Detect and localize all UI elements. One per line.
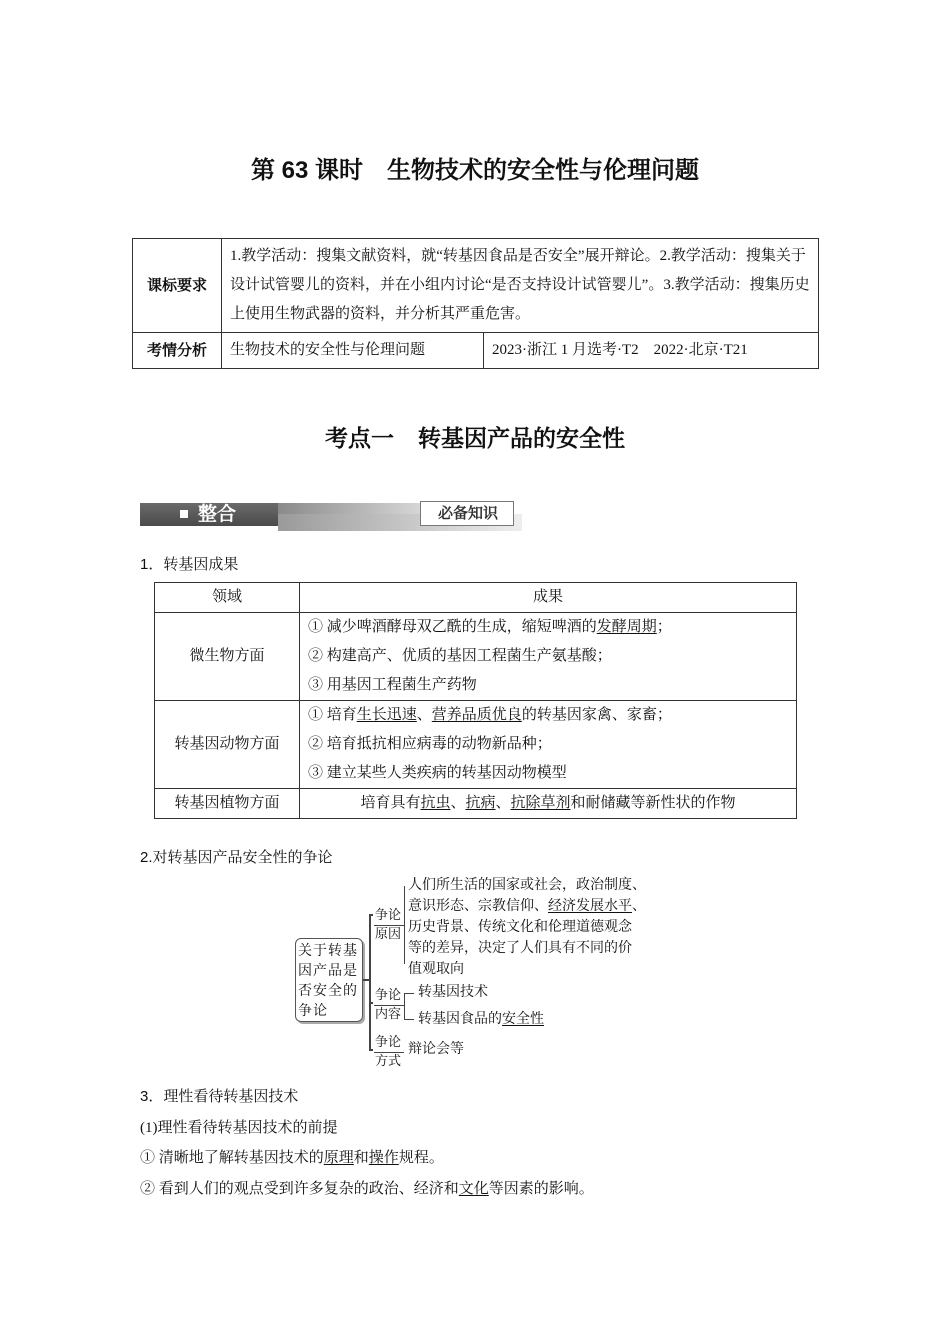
paragraph-premise: (1)理性看待转基因技术的前提 bbox=[140, 1120, 338, 1136]
result-plant: 培育具有抗虫、抗病、抗除草剂和耐储藏等新性状的作物 bbox=[300, 789, 797, 819]
exam-analysis-head: 考情分析 bbox=[133, 333, 222, 369]
exam-analysis-refs: 2023·浙江 1 月选考·T2 2022·北京·T21 bbox=[484, 333, 819, 369]
square-bullet-icon bbox=[180, 510, 188, 518]
paragraph-factors: ② 看到人们的观点受到许多复杂的政治、经济和文化等因素的影响。 bbox=[140, 1181, 594, 1197]
heading-rational: 3．理性看待转基因技术 bbox=[140, 1088, 299, 1105]
node-content: 争论 内容 bbox=[374, 988, 401, 1022]
paragraph-principle: ① 清晰地了解转基因技术的原理和操作规程。 bbox=[140, 1150, 444, 1166]
page-title: 第 63 课时 生物技术的安全性与伦理问题 bbox=[250, 157, 700, 184]
reason-text: 人们所生活的国家或社会，政治制度、 意识形态、宗教信仰、经济发展水平、 历史背景、传统文化和伦理道德观念 等的差异，决定了人们具有不同的价 值观取向 bbox=[408, 877, 646, 977]
curriculum-text: 1.教学活动：搜集文献资料，就“转基因食品是否安全”展开辩论。2.教学活动：搜集关于设计试管婴儿的资料，并在小组内讨论“是否支持设计试管婴儿”。3.教学活动：搜集历史上使用生物武器的资料，并分析其严重危害。 bbox=[222, 239, 819, 333]
node-method: 争论 方式 bbox=[374, 1035, 401, 1069]
field-plant: 转基因植物方面 bbox=[155, 789, 300, 819]
result-animal: ① 培育生长迅速、营养品质优良的转基因家禽、家畜； ② 培育抵抗相应病毒的动物新品种； ③ 建立某些人类疾病的转基因动物模型 bbox=[300, 701, 797, 789]
section-banner bbox=[140, 500, 522, 532]
field-micro: 微生物方面 bbox=[155, 613, 300, 701]
node-reason: 争论 原因 bbox=[374, 908, 401, 942]
section-title: 考点一 转基因产品的安全性 bbox=[325, 425, 625, 451]
heading-debate: 2.对转基因产品安全性的争论 bbox=[140, 849, 333, 866]
col-header-field: 领域 bbox=[155, 583, 300, 613]
curriculum-table bbox=[132, 238, 819, 369]
curriculum-head: 课标要求 bbox=[133, 239, 222, 333]
exam-analysis-topic: 生物技术的安全性与伦理问题 bbox=[222, 333, 484, 369]
content-leaf-safety: 转基因食品的安全性 bbox=[418, 1011, 544, 1027]
diagram-root: 关于转基因产品是否安全的争论 bbox=[295, 938, 363, 1022]
banner-sub-label: 必备知识 bbox=[437, 505, 498, 522]
col-header-result: 成果 bbox=[300, 583, 797, 613]
field-animal: 转基因动物方面 bbox=[155, 701, 300, 789]
debate-diagram bbox=[290, 872, 670, 1072]
heading-results: 1．转基因成果 bbox=[140, 556, 239, 573]
results-table bbox=[154, 582, 797, 819]
result-micro: ① 减少啤酒酵母双乙酰的生成，缩短啤酒的发酵周期； ② 构建高产、优质的基因工程菌生产氨基酸； ③ 用基因工程菌生产药物 bbox=[300, 613, 797, 701]
method-leaf: 辩论会等 bbox=[408, 1041, 464, 1057]
banner-main-label: 整合 bbox=[198, 504, 237, 525]
content-leaf-tech: 转基因技术 bbox=[418, 984, 488, 1000]
